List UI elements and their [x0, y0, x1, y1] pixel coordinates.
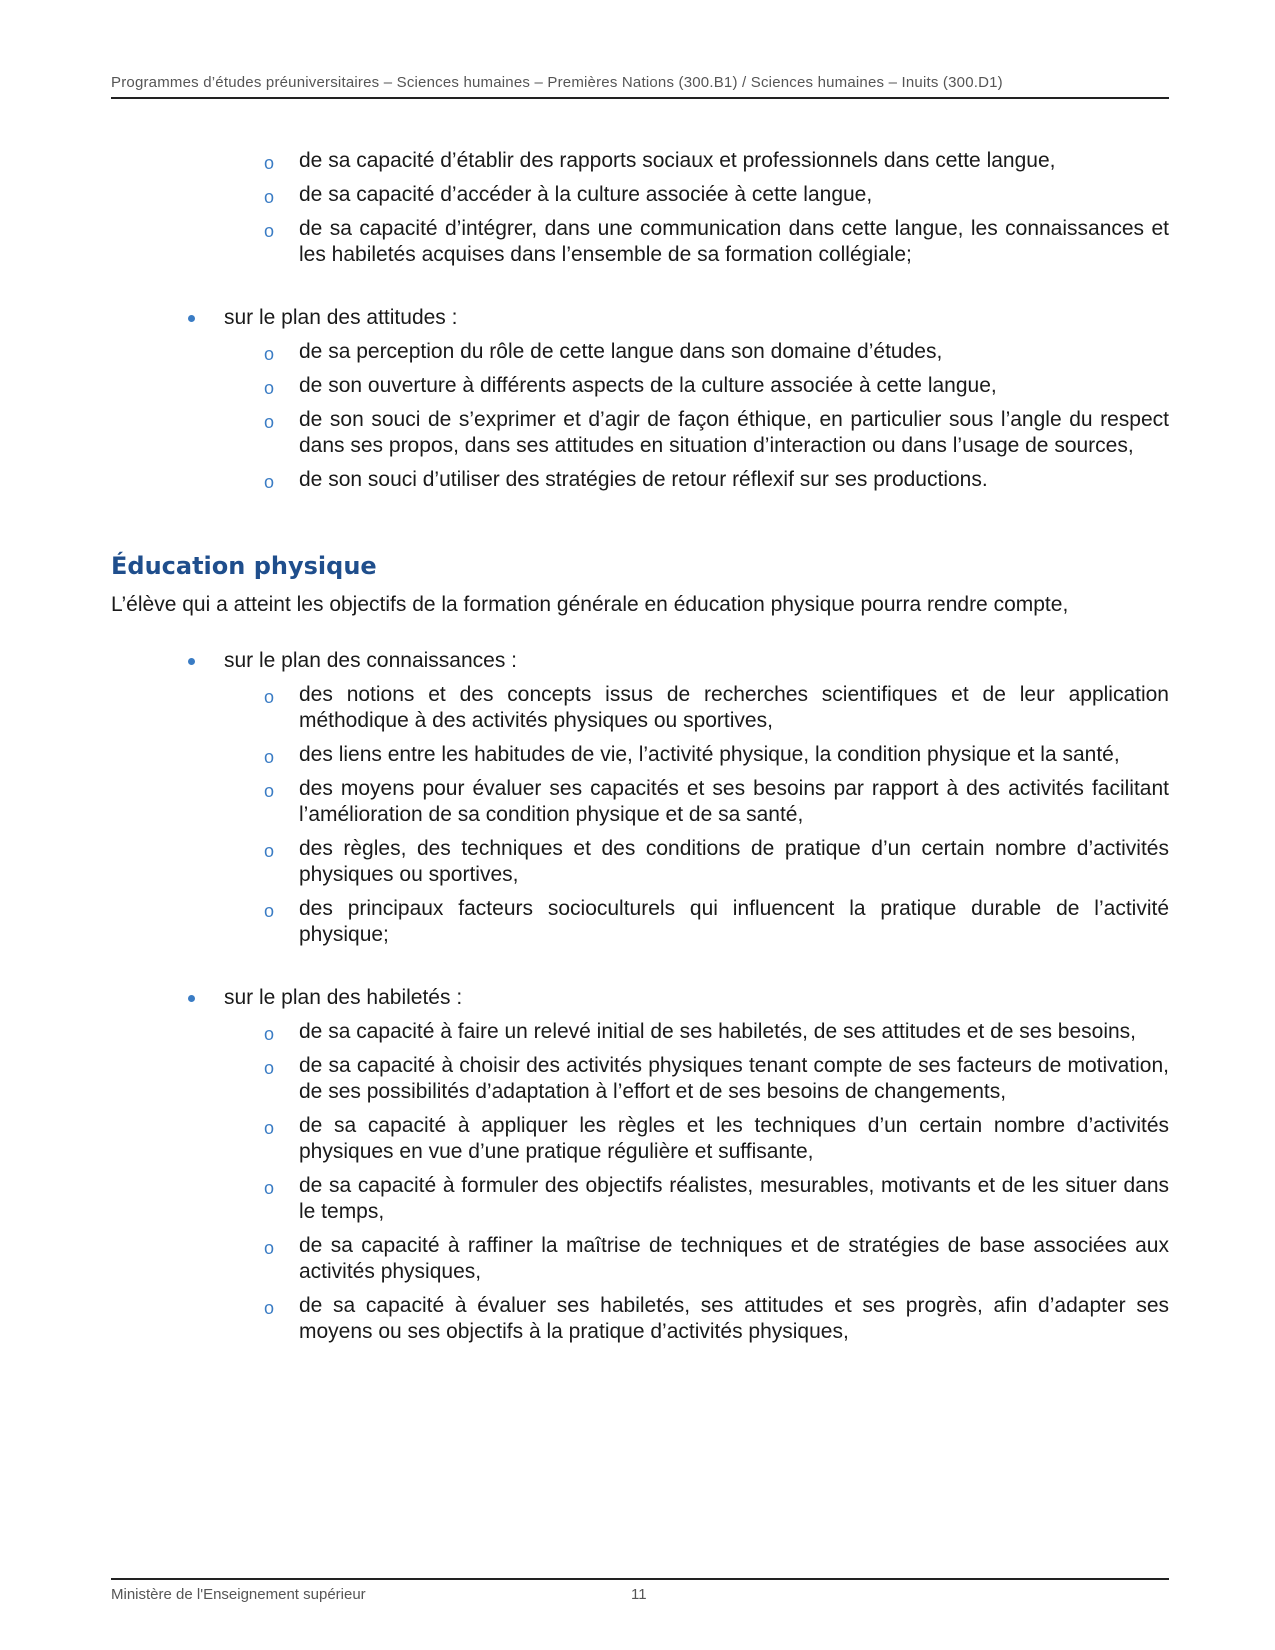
list-item: o des règles, des techniques et des conditions de pratique d’un certain nombre d’activités physiques ou sportives,: [264, 837, 1169, 886]
list-item: o des principaux facteurs socioculturels qui influencent la pratique durable de l’activité physique;: [264, 897, 1169, 946]
circle-bullet-icon: o: [264, 1118, 275, 1138]
circle-bullet-icon: o: [264, 747, 275, 767]
list-item: o de sa capacité à appliquer les règles et les techniques d’un certain nombre d’activités physiques en vue d’une pratique régulière et suffisante,: [264, 1114, 1169, 1163]
dot-bullet-icon: [188, 658, 195, 665]
circle-bullet-icon: o: [264, 687, 275, 707]
circle-bullet-icon: o: [264, 1024, 275, 1044]
circle-bullet-icon: o: [264, 221, 275, 241]
habiletes-heading: sur le plan des habiletés :: [111, 984, 1169, 1011]
circle-bullet-icon: o: [264, 153, 275, 173]
list-item: o de sa perception du rôle de cette langue dans son domaine d’études,: [111, 339, 1169, 365]
circle-bullet-icon: o: [264, 378, 275, 398]
attitudes-heading: sur le plan des attitudes :: [111, 304, 1169, 331]
list-item: o de sa capacité d’accéder à la culture associée à cette langue,: [111, 182, 1169, 208]
page-footer: [111, 1578, 1169, 1610]
list-item: o de sa capacité à choisir des activités physiques tenant compte de ses facteurs de motivation, de ses possibilités d’adaptation à l’effort et de ses besoins de changements,: [264, 1054, 1169, 1103]
list-item: o des notions et des concepts issus de recherches scientifiques et de leur application méthodique à des activités physiques ou sportives,: [264, 683, 1169, 732]
circle-bullet-icon: o: [264, 412, 275, 432]
circle-bullet-icon: o: [264, 1298, 275, 1318]
dot-bullet-icon: [188, 315, 195, 322]
list-item: o des moyens pour évaluer ses capacités et ses besoins par rapport à des activités facilitant l’amélioration de sa condition physique et de sa santé,: [264, 777, 1169, 826]
circle-bullet-icon: o: [264, 901, 275, 921]
list-item: o de sa capacité d’intégrer, dans une communication dans cette langue, les connaissances et les habiletés acquises dans l’ensemble de sa formation collégiale;: [264, 217, 1169, 266]
circle-bullet-icon: o: [264, 1238, 275, 1258]
page-number: 11: [631, 1586, 647, 1603]
section-intro: L’élève qui a atteint les objectifs de la formation générale en éducation physique pourra rendre compte,: [111, 593, 1069, 616]
circle-bullet-icon: o: [264, 344, 275, 364]
circle-bullet-icon: o: [264, 472, 275, 492]
list-item: o de son ouverture à différents aspects de la culture associée à cette langue,: [111, 373, 1169, 399]
connaissances-heading: sur le plan des connaissances :: [111, 647, 1169, 674]
list-item: o de sa capacité à formuler des objectifs réalistes, mesurables, motivants et de les situer dans le temps,: [264, 1174, 1169, 1223]
circle-bullet-icon: o: [264, 781, 275, 801]
circle-bullet-icon: o: [264, 1178, 275, 1198]
circle-bullet-icon: o: [264, 841, 275, 861]
connaissances-sublist: [111, 682, 1169, 948]
list-item: o de sa capacité à raffiner la maîtrise de techniques et de stratégies de base associées aux activités physiques,: [264, 1234, 1169, 1283]
list-item: o de sa capacité d’établir des rapports sociaux et professionnels dans cette langue,: [111, 148, 1169, 174]
attitudes-sublist: [111, 339, 1169, 493]
habiletes-sublist: [111, 1019, 1169, 1345]
list-item: o de sa capacité à faire un relevé initial de ses habiletés, de ses attitudes et de ses besoins,: [111, 1019, 1169, 1045]
list-item: o de son souci de s’exprimer et d’agir de façon éthique, en particulier sous l’angle du respect dans ses propos, dans ses attitudes en situation d’interaction ou dans l’usage de sources,: [264, 408, 1169, 457]
continued-sublist: [111, 148, 1169, 268]
list-item: o de sa capacité à évaluer ses habiletés, ses attitudes et ses progrès, afin d’adapter ses moyens ou ses objectifs à la pratique d’activités physiques,: [264, 1294, 1169, 1343]
list-item: o des liens entre les habitudes de vie, l’activité physique, la condition physique et la santé,: [111, 742, 1169, 768]
circle-bullet-icon: o: [264, 187, 275, 207]
list-item: o de son souci d’utiliser des stratégies de retour réflexif sur ses productions.: [111, 467, 1169, 493]
footer-publisher: Ministère de l'Enseignement supérieur: [111, 1586, 366, 1603]
page-body: [111, 148, 1169, 1353]
dot-bullet-icon: [188, 995, 195, 1002]
section-title: Éducation physique: [111, 552, 377, 580]
running-header: Programmes d’études préuniversitaires – Sciences humaines – Premières Nations (300.B1) / Sciences humaines – Inuits (300.D1): [111, 74, 1169, 99]
circle-bullet-icon: o: [264, 1058, 275, 1078]
